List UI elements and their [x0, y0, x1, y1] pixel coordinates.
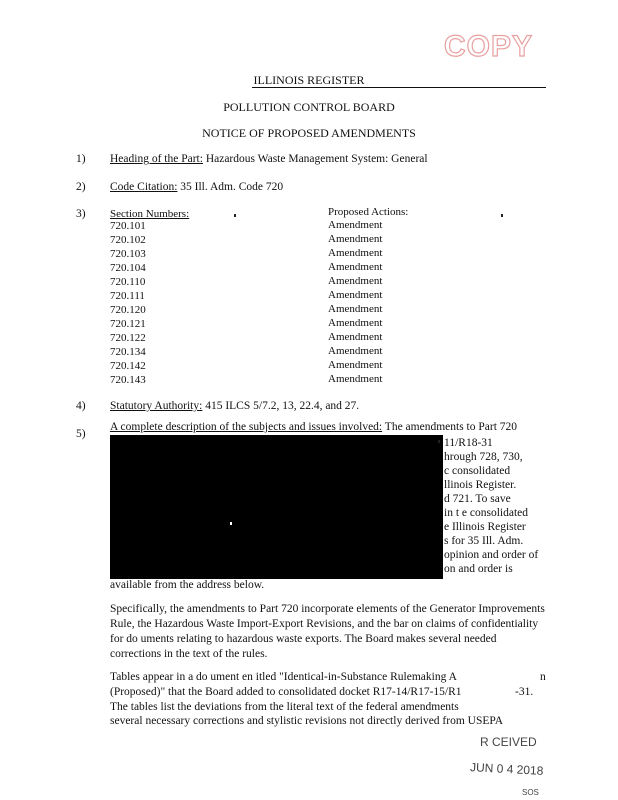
- visible-fragment: llinois Register.: [444, 479, 517, 491]
- section-number: 720.111: [110, 290, 145, 302]
- section-list: [110, 219, 146, 387]
- section-number: 720.120: [110, 304, 146, 316]
- section-number: 720.101: [110, 220, 146, 232]
- proposed-action: Amendment: [328, 317, 383, 329]
- proposed-action: Amendment: [328, 289, 383, 301]
- section-number: 720.143: [110, 374, 146, 386]
- tables-line: several necessary corrections and stylistic revisions not directly derived from USEPA: [110, 715, 504, 727]
- tables-line: The tables list the deviations from the literal text of the federal amendments: [110, 701, 459, 713]
- proposed-action: Amendment: [328, 359, 383, 371]
- copy-stamp: COPY: [444, 30, 534, 63]
- proposed-action: Amendment: [328, 247, 383, 259]
- proposed-action: Amendment: [328, 303, 383, 315]
- section-number: 720.110: [110, 276, 146, 288]
- proposed-action: Amendment: [328, 345, 383, 357]
- item-number: 3): [76, 208, 86, 220]
- visible-fragment: e Illinois Register: [444, 521, 526, 533]
- proposed-action: Amendment: [328, 233, 383, 245]
- speck: [438, 440, 440, 443]
- visible-fragment: on and order is: [444, 563, 513, 575]
- section-number: 720.122: [110, 332, 146, 344]
- item-number: 2): [76, 181, 86, 193]
- speck: [234, 214, 236, 217]
- proposed-action: Amendment: [328, 275, 383, 287]
- tables-line: Tables appear in a do ument en itled "Identical-in-Substance Rulemaking A: [110, 671, 457, 683]
- tables-fragment: n: [540, 671, 546, 683]
- field-label: Code Citation:: [110, 181, 178, 193]
- speck: [230, 522, 232, 525]
- proposed-action: Amendment: [328, 219, 383, 231]
- item-number: 1): [76, 153, 86, 165]
- field-value: 415 ILCS 5/7.2, 13, 22.4, and 27.: [205, 400, 360, 412]
- action-list: [328, 218, 382, 386]
- field-value: Hazardous Waste Management System: General: [205, 153, 428, 165]
- tables-fragment: -31.: [515, 686, 534, 698]
- item-number: 4): [76, 400, 86, 412]
- speck: [501, 214, 503, 217]
- heading-of-part: [110, 153, 428, 165]
- visible-fragment: in t e consolidated: [444, 507, 528, 519]
- section-number: 720.102: [110, 234, 146, 246]
- received-stamp-label: R CEIVED: [480, 735, 537, 749]
- visible-fragment: d 721. To save: [444, 493, 511, 505]
- proposed-action: Amendment: [328, 373, 383, 385]
- field-label: A complete description of the subjects and issues involved:: [110, 421, 383, 433]
- description-first-line: [110, 421, 517, 433]
- tables-line: (Proposed)" that the Board added to consolidated docket R17-14/R17-15/R1: [110, 686, 462, 698]
- register-heading: ILLINOIS REGISTER: [253, 73, 365, 87]
- received-stamp-date: JUN 0 4 2018: [469, 760, 544, 778]
- visible-fragment: opinion and order of: [444, 549, 539, 561]
- header-rule: [252, 87, 546, 88]
- visible-fragment: s for 35 Ill. Adm.: [444, 535, 524, 547]
- section-numbers-header: Section Numbers:: [110, 208, 190, 220]
- proposed-actions-header: Proposed Actions:: [328, 206, 409, 218]
- proposed-action: Amendment: [328, 331, 383, 343]
- section-number: 720.134: [110, 346, 146, 358]
- section-number: 720.121: [110, 318, 146, 330]
- section-number: 720.103: [110, 248, 146, 260]
- specifically-paragraph: Specifically, the amendments to Part 720 incorporate elements of the Generator Improvements Rule, the Hazardous Waste Import-Export Revisions, and the bar on claims of confidentiality for do uments relating to hazardous waste exports. The Board makes several needed corrections in the text of the rules.: [110, 603, 545, 660]
- field-value: The amendments to Part 720: [384, 421, 518, 433]
- field-label: Heading of the Part:: [110, 153, 203, 165]
- redaction-block: [110, 435, 443, 579]
- field-value: 35 Ill. Adm. Code 720: [180, 181, 284, 193]
- field-label: Statutory Authority:: [110, 400, 203, 412]
- visible-fragment: hrough 728, 730,: [444, 451, 523, 463]
- proposed-action: Amendment: [328, 261, 383, 273]
- section-number: 720.104: [110, 262, 146, 274]
- address-line: available from the address below.: [110, 579, 265, 591]
- item-number: 5): [76, 428, 86, 440]
- received-stamp-sos: SOS: [522, 788, 539, 797]
- visible-fragment: c consolidated: [444, 465, 511, 477]
- board-heading: POLLUTION CONTROL BOARD: [223, 100, 395, 114]
- section-number: 720.142: [110, 360, 146, 372]
- code-citation: [110, 181, 283, 193]
- notice-heading: NOTICE OF PROPOSED AMENDMENTS: [202, 126, 416, 140]
- visible-fragment: 11/R18-31: [444, 437, 493, 449]
- statutory-authority: [110, 400, 359, 412]
